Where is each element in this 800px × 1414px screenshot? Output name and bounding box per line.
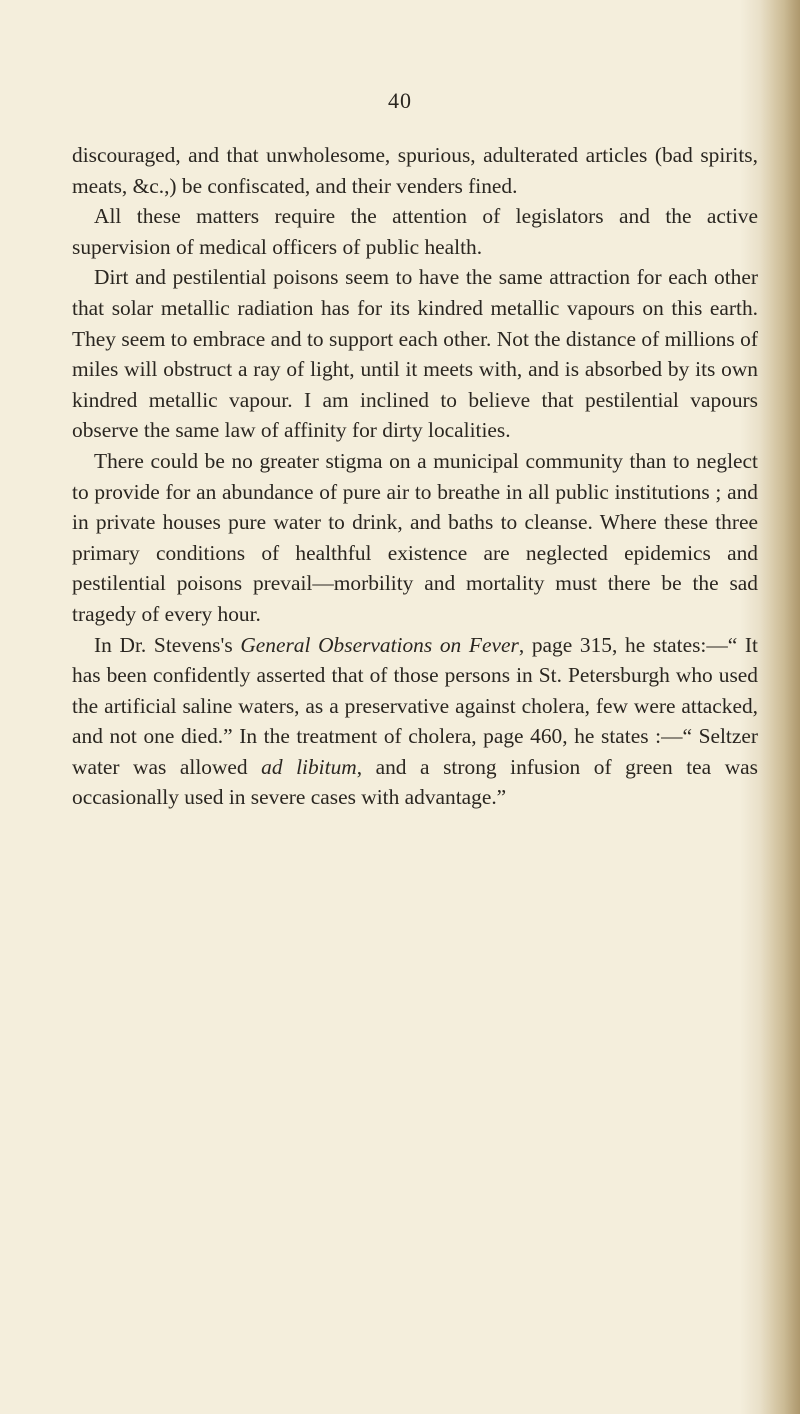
- paragraph-1-text: discouraged, and that unwholesome, spurious, adulterated articles (bad spirits, meats, &c.,) be confiscated, and their venders fined.: [72, 143, 758, 198]
- book-title-italic: General Observations on Fever: [240, 632, 519, 657]
- paragraph-4-text: There could be no greater stigma on a municipal community than to neglect to provide for an abundance of pure air to breathe in all public institutions ; and in private houses pure water to drink, and baths to cleanse. Where these three primary conditions of healthful existence are neglected epidemics and pestilential poisons prevail—morbility and mortality must there be the sad tragedy of every hour.: [72, 448, 758, 626]
- paragraph-4: [72, 446, 758, 630]
- body-text: [72, 140, 758, 813]
- latin-phrase-italic: ad libitum: [261, 754, 357, 779]
- paragraph-3: [72, 262, 758, 446]
- paragraph-2-text: All these matters require the attention of legislators and the active supervision of medical officers of public health.: [72, 204, 758, 259]
- paragraph-5: [72, 630, 758, 814]
- page-edge-stain: [760, 0, 800, 1414]
- paragraph-5-text-a: In Dr. Stevens's: [94, 632, 241, 657]
- paragraph-5-text-b: , page 315, he states:—“ It has been confidently asserted that of those persons in St. Petersburgh who used the artificial saline waters, as a preservative against cholera, few were attacked, and not one died.” In the treatment of cholera, page 460, he states :—“ Seltzer water was allowed: [72, 632, 758, 779]
- paragraph-5-text-c: , and a strong infusion of green tea was occasionally used in severe cases with advantage.”: [72, 754, 758, 810]
- paragraph-3-text: Dirt and pestilential poisons seem to have the same attraction for each other that solar metallic radiation has for its kindred metallic vapours on this earth. They seem to embrace and to support each other. Not the distance of millions of miles will obstruct a ray of light, until it meets with, and is absorbed by its own kindred metallic vapour. I am inclined to believe that pestilential vapours observe the same law of affinity for dirty localities.: [72, 265, 758, 443]
- paragraph-2: [72, 201, 758, 262]
- paragraph-1: [72, 140, 758, 201]
- page-number: 40: [388, 88, 412, 113]
